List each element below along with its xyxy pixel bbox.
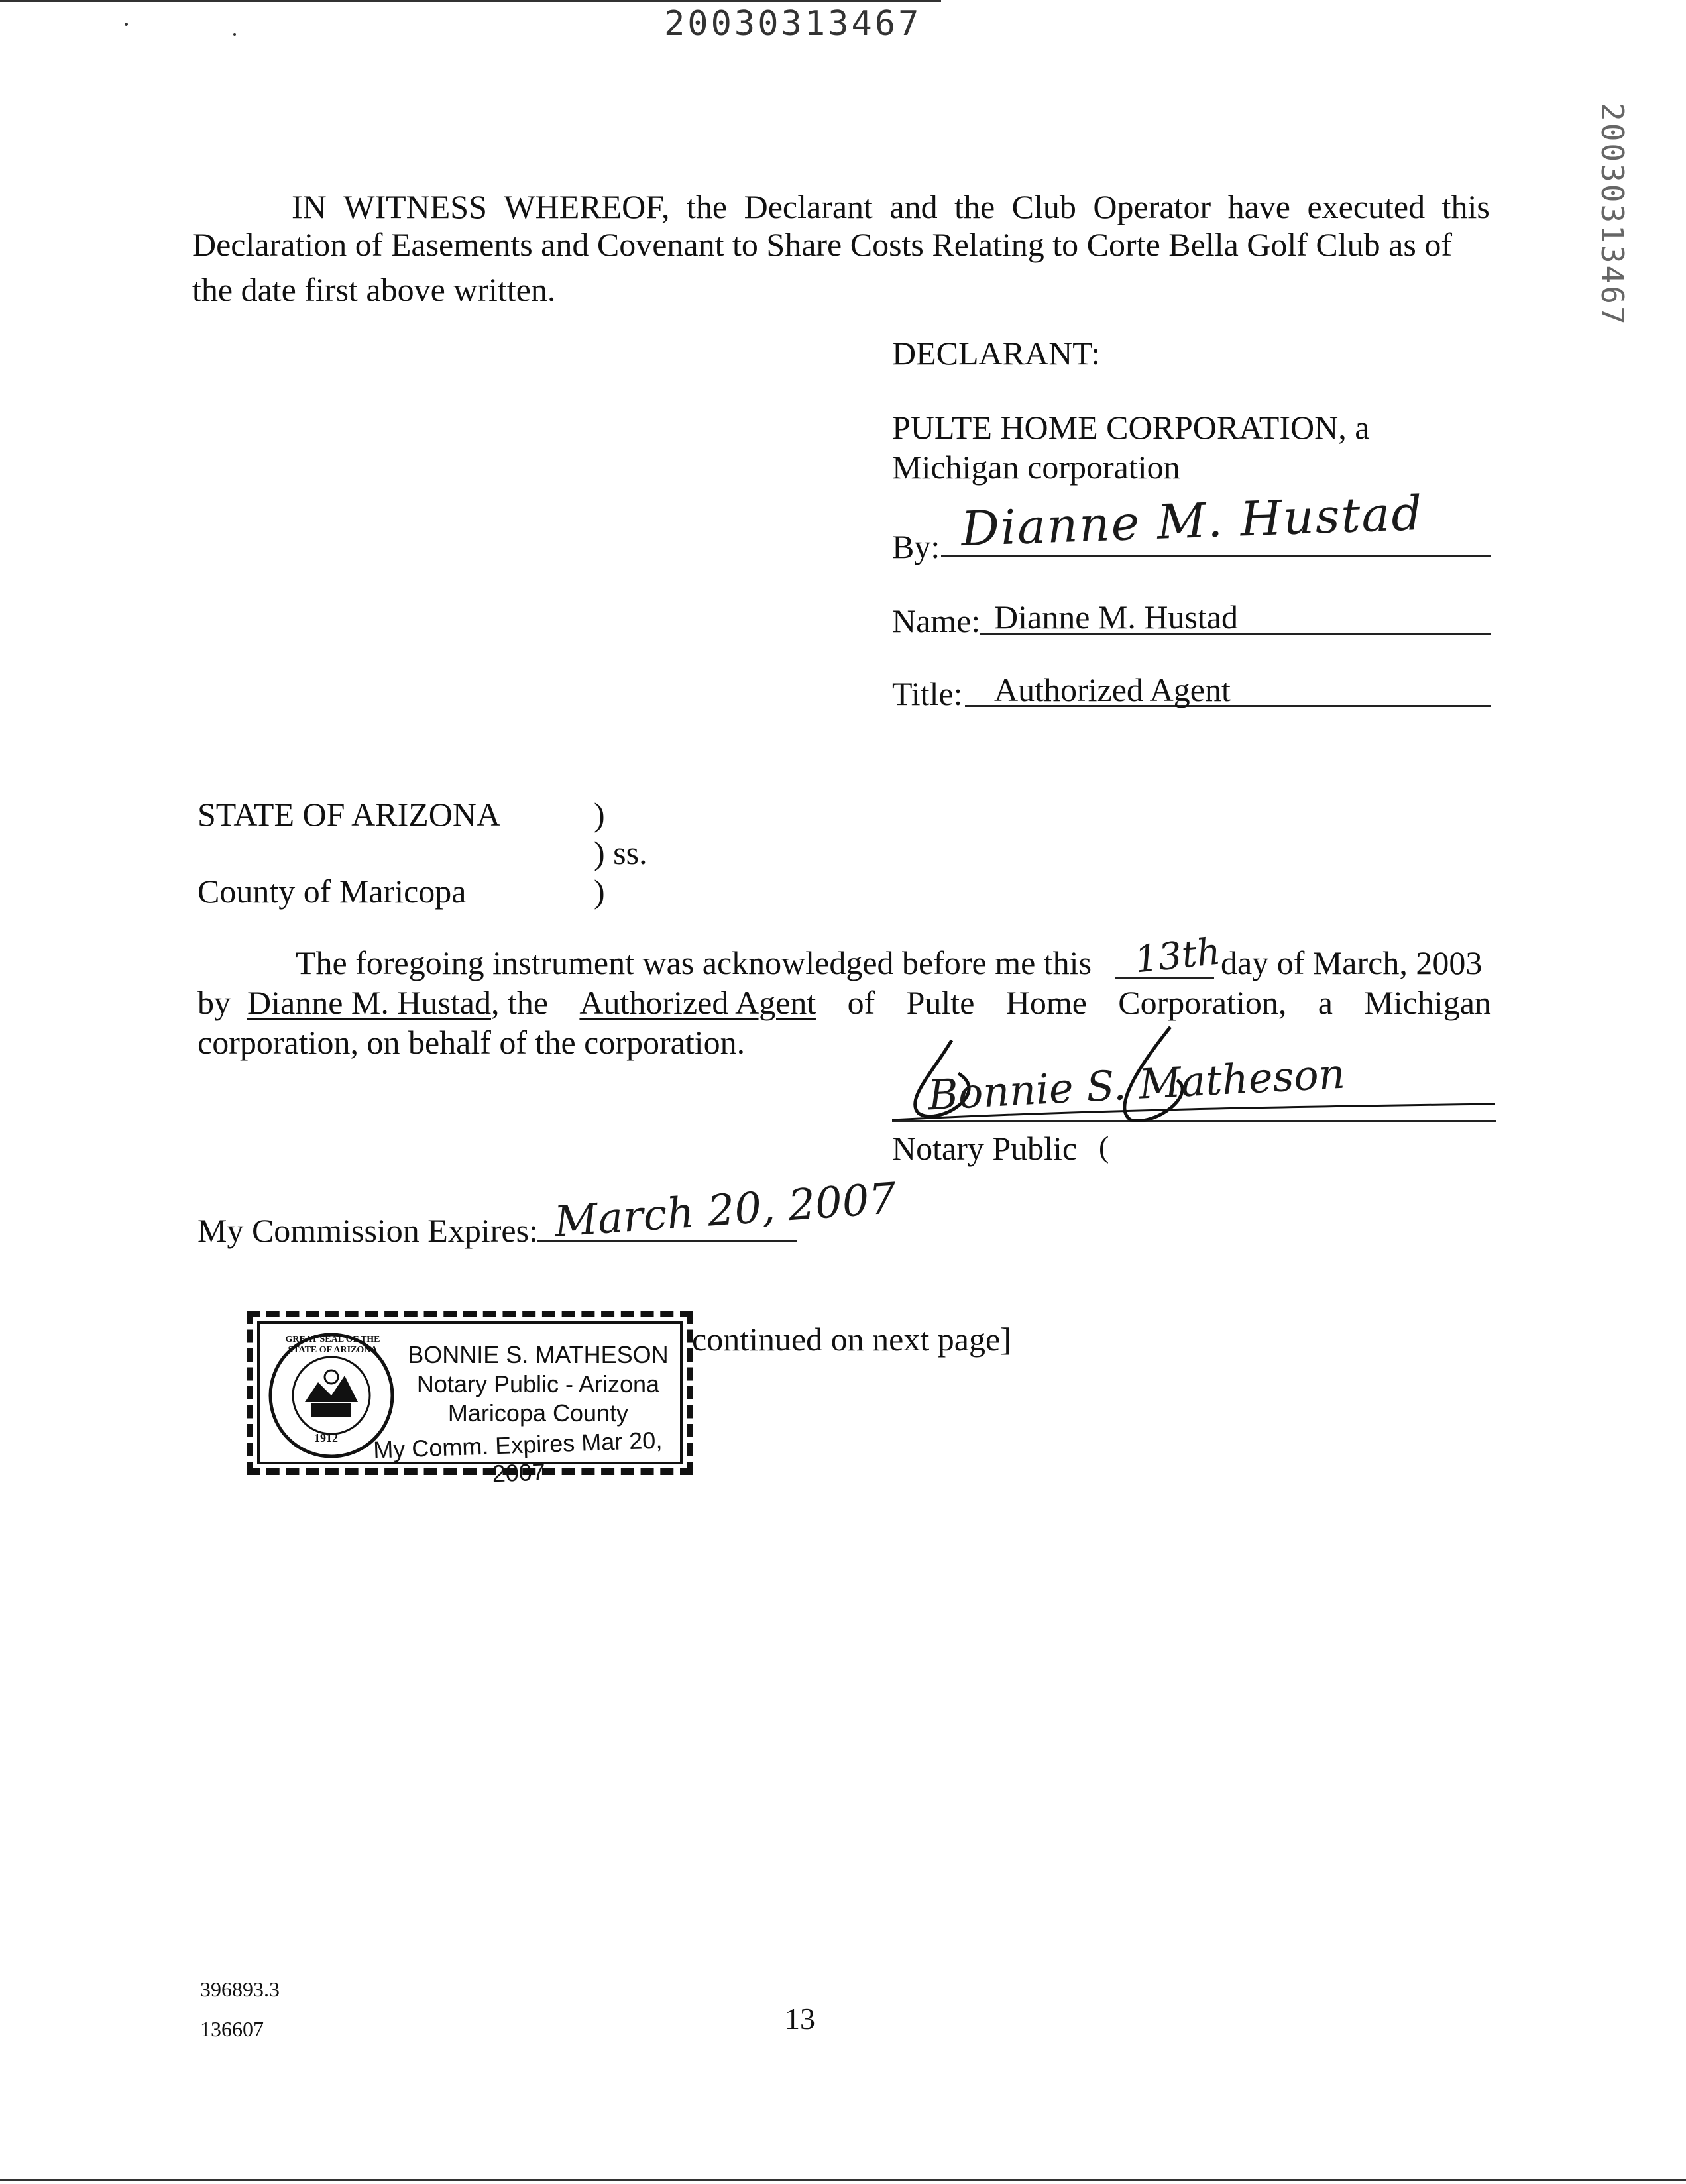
scan-dot (233, 33, 236, 36)
word: Corporation, (1118, 984, 1287, 1021)
recording-number: 20030313467 (664, 4, 922, 44)
continued-note: continued on next page] (692, 1321, 1011, 1358)
witness-line-3: the date first above written. (192, 271, 556, 308)
commission-label: My Commission Expires: (197, 1212, 538, 1249)
word: have (1227, 188, 1290, 225)
declarant-signature: Dianne M. Hustad (960, 484, 1424, 557)
word: a (1318, 984, 1333, 1021)
scan-dot (125, 23, 128, 26)
word: IN (292, 188, 327, 225)
stamp-line-2: Notary Public - Arizona (416, 1370, 660, 1397)
word: this (1441, 188, 1490, 225)
word: WITNESS (343, 188, 487, 225)
footer-doc-id-1: 396893.3 (200, 1977, 280, 2001)
word: of (847, 984, 875, 1021)
title-value: Authorized Agent (994, 671, 1231, 708)
word: and (889, 188, 938, 225)
stamp-line-3: Maricopa County (447, 1399, 629, 1427)
word: Home (1005, 984, 1087, 1021)
by-signature-line (941, 555, 1491, 557)
word: Club (1011, 188, 1076, 225)
declarant-entity-line-1: PULTE HOME CORPORATION, a (892, 409, 1370, 446)
word: the (687, 188, 728, 225)
word: , the (491, 984, 549, 1021)
declarant-heading: DECLARANT: (892, 335, 1101, 372)
footer-doc-id-2: 136607 (200, 2017, 264, 2041)
ack-signer-title: Authorized Agent (579, 984, 816, 1021)
seal-year: 1912 (314, 1431, 338, 1445)
declarant-entity-line-2: Michigan corporation (892, 449, 1180, 486)
by-label: By: (892, 528, 940, 565)
name-value: Dianne M. Hustad (994, 598, 1238, 635)
witness-line-1 (292, 190, 1490, 223)
stamp-line-4: My Comm. Expires Mar 20, 2007 (372, 1426, 663, 1488)
top-border (0, 0, 941, 2)
notary-signature: Bonnie S. Matheson (927, 1049, 1347, 1120)
word: executed (1307, 188, 1426, 225)
commission-handwritten: March 20, 2007 (553, 1174, 898, 1247)
witness-line-2: Declaration of Easements and Covenant to Share Costs Relating to Corte Bella Golf Club as of (192, 226, 1452, 263)
venue-paren-3: ) (594, 873, 605, 910)
ack-line-1-post: day of March, 2003 (1221, 944, 1483, 981)
word: Pulte (906, 984, 975, 1021)
seal-text: GREAT SEAL OF THE STATE OF ARIZONA (285, 1335, 380, 1355)
stamp-notary-name: BONNIE S. MATHESON (408, 1341, 669, 1368)
notary-label-mark: ( (1099, 1130, 1109, 1164)
word: Michigan (1364, 984, 1491, 1021)
side-recording-number: 20030313467 (1595, 103, 1630, 327)
word: WHEREOF, (504, 188, 670, 225)
venue-state: STATE OF ARIZONA (197, 796, 501, 833)
ack-signer-name: Dianne M. Hustad (247, 984, 491, 1021)
ack-line-2 (197, 986, 1491, 1019)
venue-ss: ) ss. (594, 834, 647, 871)
word: Declarant (744, 188, 873, 225)
word: the (954, 188, 995, 225)
word: Operator (1093, 188, 1211, 225)
word (197, 986, 548, 1019)
venue-county: County of Maricopa (197, 873, 467, 910)
ack-line-1-pre: The foregoing instrument was acknowledged before me this (296, 944, 1092, 981)
venue-paren-1: ) (594, 796, 605, 833)
word: by (197, 984, 231, 1021)
notary-public-label: Notary Public (892, 1130, 1078, 1167)
name-label: Name: (892, 602, 981, 639)
page-number: 13 (785, 2002, 815, 2036)
notary-stamp (247, 1311, 693, 1488)
bottom-border (0, 2179, 1686, 2181)
ack-line-3: corporation, on behalf of the corporation. (197, 1024, 746, 1061)
title-label: Title: (892, 675, 963, 712)
ack-day-handwritten: 13th (1132, 930, 1223, 982)
